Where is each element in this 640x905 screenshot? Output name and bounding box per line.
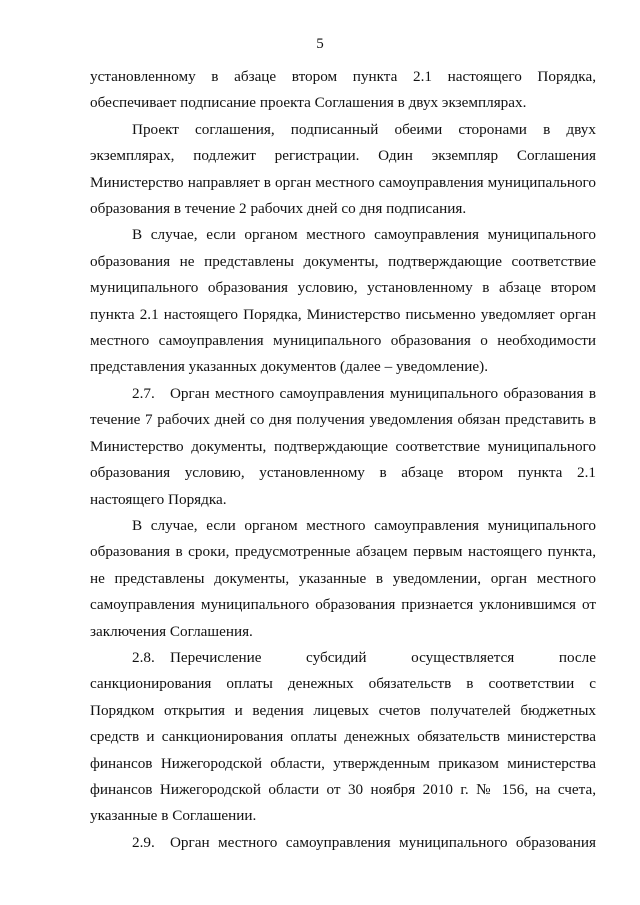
paragraph-2-7: 2.7. Орган местного самоуправления муниципального образования в течение 7 рабочих дней со дня получения уведомления обязан представить в Министерство документы, подтверждающие соответствие муниципального образования условию, установленному в абзаце втором пункта 2.1 настоящего Порядка. xyxy=(90,384,596,508)
paragraph-evasion: В случае, если органом местного самоуправления муниципального образования в сроки, предусмотренные абзацем первым настоящего пункта, не представлены документы, указанные в уведомлении, орган местного самоуправления муниципального образования признается уклонившимся от заключения Соглашения. xyxy=(90,516,596,640)
document-body xyxy=(90,64,596,856)
paragraph-2-8: 2.8. Перечисление субсидий осуществляется после санкционирования оплаты денежных обязательств в соответствии с Порядком открытия и ведения лицевых счетов получателей бюджетных средств и санкционирования оплаты денежных обязательств министерства финансов Нижегородской области, утвержденным приказом министерства финансов Нижегородской области от 30 ноября 2010 г. № 156, на счета, указанные в Соглашении. xyxy=(90,648,596,825)
page-number: 5 xyxy=(316,36,324,52)
paragraph-continuation: установленному в абзаце втором пункта 2.1 настоящего Порядка, обеспечивает подписание проекта Соглашения в двух экземплярах. xyxy=(90,68,596,112)
paragraph-2-9: 2.9. Орган местного самоуправления муниципального образования xyxy=(132,833,596,851)
paragraph-notification: В случае, если органом местного самоуправления муниципального образования не представлены документы, подтверждающие соответствие муниципального образования условию, установленному в абзаце втором пункта 2.1 настоящего Порядка, Министерство письменно уведомляет орган местного самоуправления муниципального образования о необходимости представления указанных документов (далее – уведомление). xyxy=(90,226,596,376)
paragraph-agreement-registration: Проект соглашения, подписанный обеими сторонами в двух экземплярах, подлежит регистрации. Один экземпляр Соглашения Министерство направляет в орган местного самоуправления муниципального образования в течение 2 рабочих дней со дня подписания. xyxy=(90,120,596,218)
